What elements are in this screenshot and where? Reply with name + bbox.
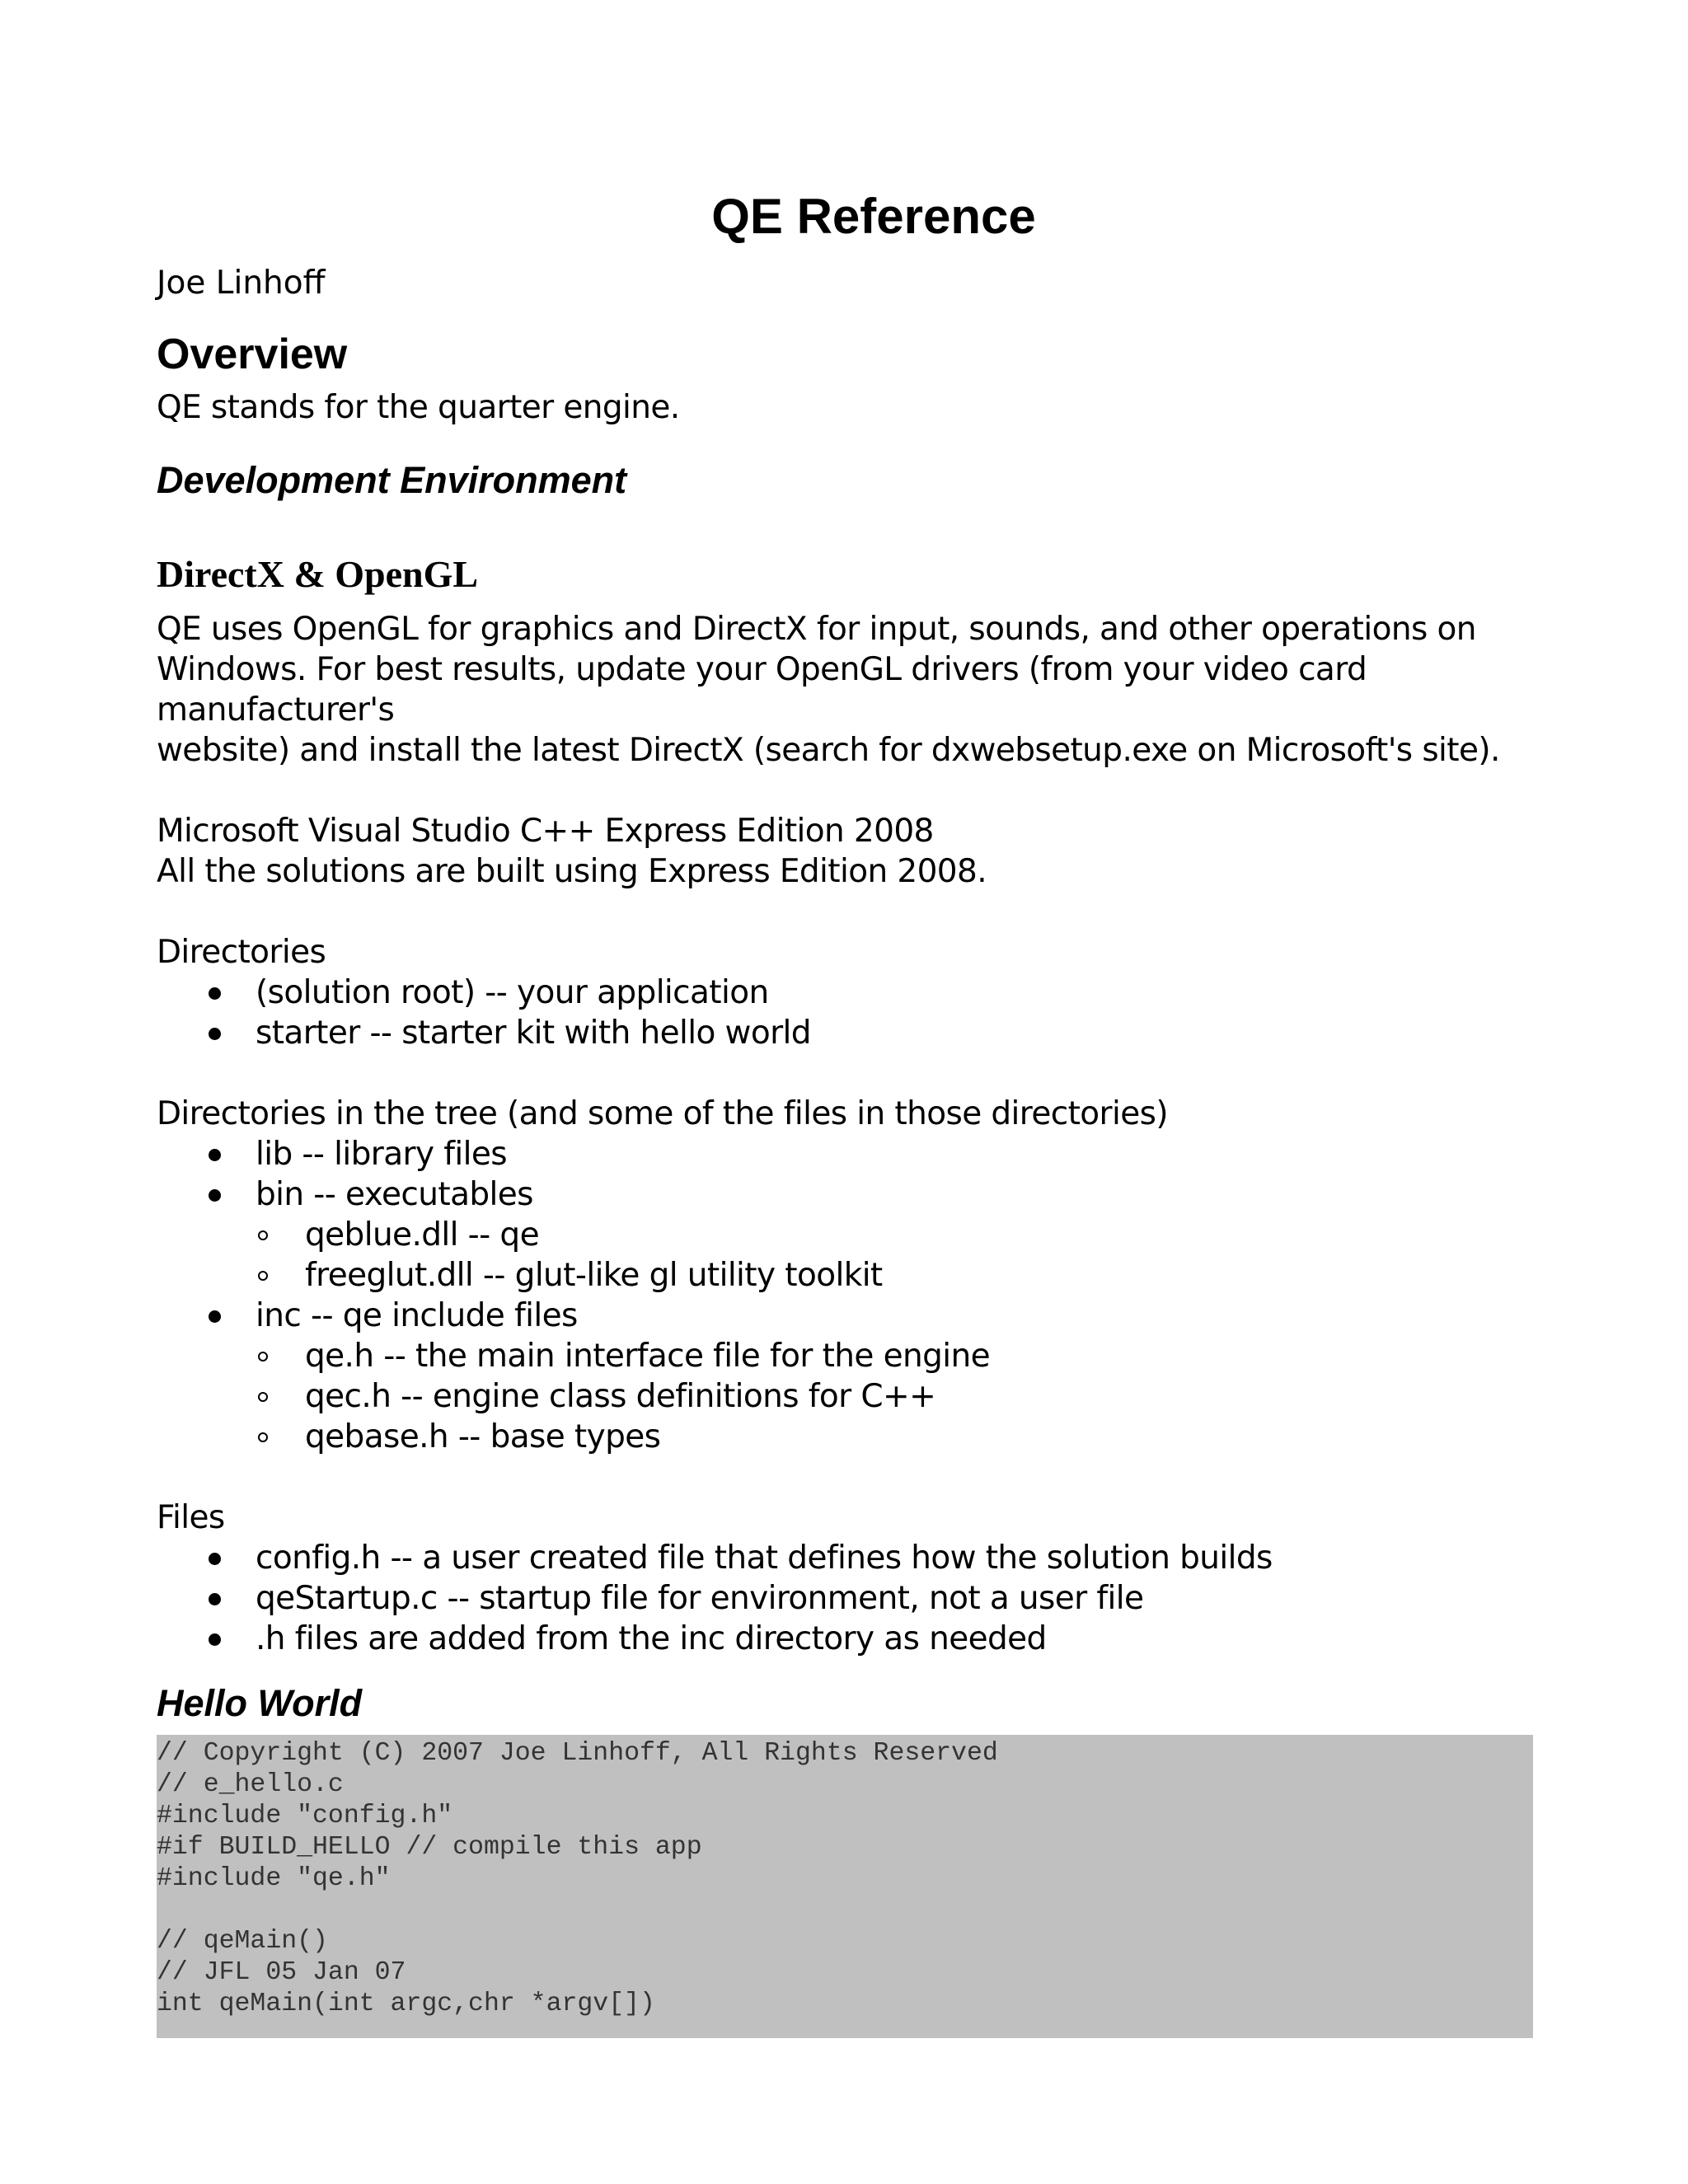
msvc-line: Microsoft Visual Studio C++ Express Edition 2008 bbox=[157, 813, 934, 850]
code-line: // e_hello.c bbox=[157, 1770, 344, 1799]
document-title: QE Reference bbox=[711, 189, 1036, 244]
tree-list bbox=[157, 1134, 1533, 1457]
list-item: qeStartup.c -- startup file for environment, not a user file bbox=[157, 1578, 1533, 1619]
overview-heading: Overview bbox=[157, 330, 348, 378]
files-list bbox=[157, 1538, 1533, 1659]
author-name: Joe Linhoff bbox=[157, 265, 326, 302]
paragraph-line: website) and install the latest DirectX (search for dxwebsetup.exe on Microsoft's site). bbox=[157, 732, 1500, 769]
files-label: Files bbox=[157, 1499, 225, 1536]
directx-paragraph bbox=[157, 609, 1533, 771]
bullet-icon bbox=[209, 1028, 221, 1040]
code-line: // JFL 05 Jan 07 bbox=[157, 1958, 406, 1987]
list-item: bin -- executables qeblue.dll -- qe freeglut.dll -- glut-like gl utility toolkit bbox=[157, 1174, 1533, 1296]
list-item: (solution root) -- your application bbox=[157, 972, 1533, 1013]
directories-list bbox=[157, 972, 1533, 1053]
spacer bbox=[157, 771, 1533, 811]
bullet-icon bbox=[209, 1189, 221, 1202]
bin-sublist bbox=[256, 1215, 1533, 1296]
circle-bullet-icon bbox=[258, 1271, 268, 1281]
directx-heading: DirectX & OpenGL bbox=[157, 553, 479, 595]
code-block bbox=[157, 1735, 1533, 2038]
bullet-icon bbox=[209, 1593, 221, 1605]
list-item: freeglut.dll -- glut-like gl utility toolkit bbox=[256, 1255, 1533, 1296]
dev-env-heading: Development Environment bbox=[157, 459, 627, 501]
circle-bullet-icon bbox=[258, 1352, 268, 1361]
bullet-icon bbox=[209, 1633, 221, 1646]
bullet-icon bbox=[209, 987, 221, 1000]
list-item: qe.h -- the main interface file for the engine bbox=[256, 1336, 1533, 1376]
code-line: // qeMain() bbox=[157, 1927, 328, 1956]
circle-bullet-icon bbox=[258, 1230, 268, 1240]
spacer bbox=[157, 1457, 1533, 1497]
list-item: qeblue.dll -- qe bbox=[256, 1215, 1533, 1255]
list-item: inc -- qe include files qe.h -- the main interface file for the engine qec.h -- engine class definitions for C++ qebase.h -- base types bbox=[157, 1296, 1533, 1457]
spacer bbox=[157, 892, 1533, 932]
list-item: lib -- library files bbox=[157, 1134, 1533, 1174]
list-item: .h files are added from the inc directory as needed bbox=[157, 1619, 1533, 1659]
code-line: #include "qe.h" bbox=[157, 1864, 391, 1893]
paragraph-line: QE uses OpenGL for graphics and DirectX for input, sounds, and other operations on bbox=[157, 611, 1476, 648]
list-item: config.h -- a user created file that defines how the solution builds bbox=[157, 1538, 1533, 1578]
list-item: starter -- starter kit with hello world bbox=[157, 1013, 1533, 1053]
code-line: #if BUILD_HELLO // compile this app bbox=[157, 1833, 702, 1862]
spacer bbox=[157, 1053, 1533, 1094]
overview-text: QE stands for the quarter engine. bbox=[157, 389, 680, 426]
code-line: // Copyright (C) 2007 Joe Linhoff, All Rights Reserved bbox=[157, 1739, 998, 1768]
code-line: #include "config.h" bbox=[157, 1802, 453, 1830]
bullet-icon bbox=[209, 1310, 221, 1323]
inc-sublist bbox=[256, 1336, 1533, 1457]
list-item: qec.h -- engine class definitions for C++ bbox=[256, 1376, 1533, 1417]
list-item: qebase.h -- base types bbox=[256, 1417, 1533, 1457]
hello-world-heading: Hello World bbox=[157, 1682, 363, 1724]
code-line: int qeMain(int argc,chr *argv[]) bbox=[157, 1990, 655, 2018]
circle-bullet-icon bbox=[258, 1392, 268, 1402]
paragraph-line: Windows. For best results, update your OpenGL drivers (from your video card manufacturer's bbox=[157, 651, 1367, 729]
code-line bbox=[157, 1895, 1533, 1926]
directories-label: Directories bbox=[157, 934, 326, 971]
msvc-note: All the solutions are built using Express Edition 2008. bbox=[157, 853, 987, 890]
bullet-icon bbox=[209, 1553, 221, 1565]
tree-label: Directories in the tree (and some of the files in those directories) bbox=[157, 1095, 1168, 1132]
circle-bullet-icon bbox=[258, 1432, 268, 1442]
bullet-icon bbox=[209, 1149, 221, 1161]
document-page bbox=[157, 181, 1533, 2038]
